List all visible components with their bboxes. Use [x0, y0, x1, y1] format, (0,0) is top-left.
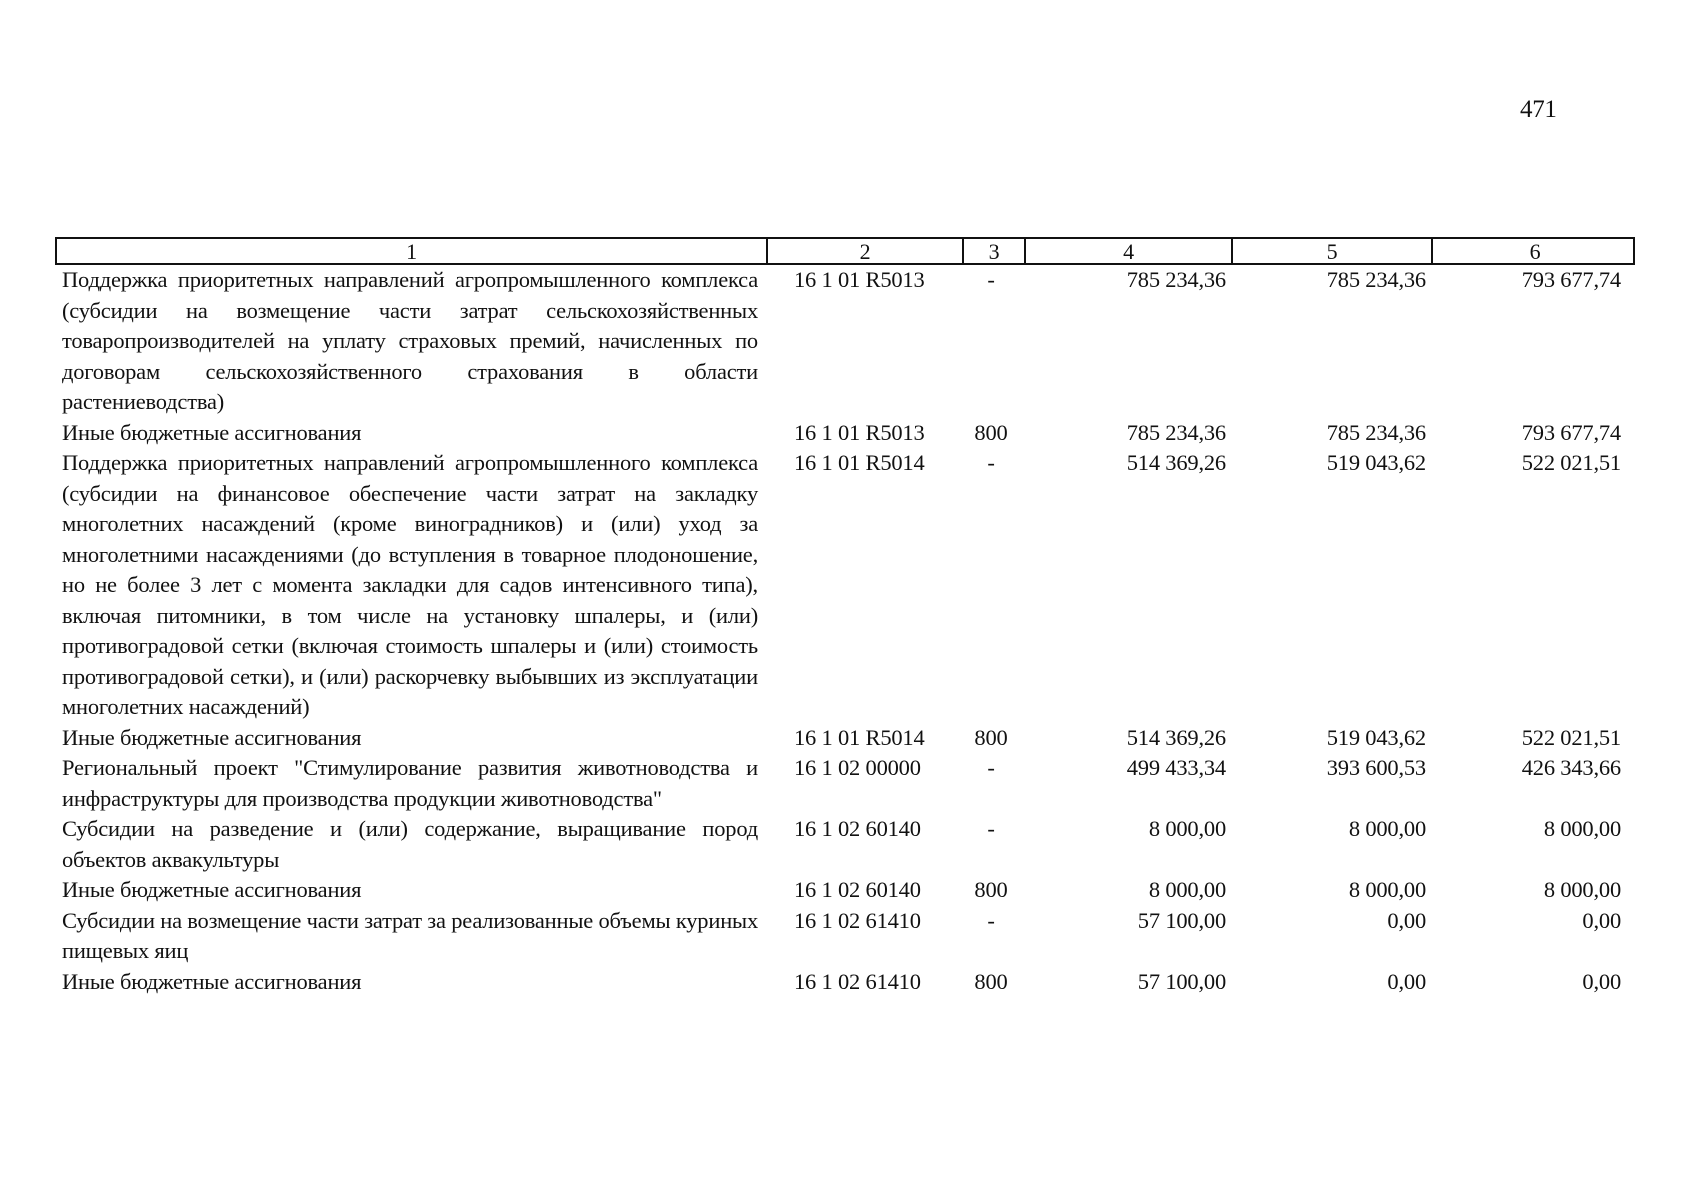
row-code: 16 1 01 R5013 [794, 267, 925, 292]
row-name: Субсидии на разведение и (или) содержание, выращивание пород объектов аквакультуры [62, 816, 758, 872]
row-code: 16 1 02 61410 [794, 907, 921, 933]
row-value-5: 0,00 [1387, 907, 1426, 933]
row-value-4: 499 433,34 [1126, 755, 1226, 780]
row-name: Иные бюджетные ассигнования [62, 724, 362, 750]
row-value-5: 0,00 [1387, 968, 1426, 994]
header-col-4: 4 [1024, 239, 1231, 265]
row-name: Поддержка приоритетных направлений агропромышленного комплекса (субсидии на возмещение части затрат сельскохозяйственных товаропроизводителей на уплату страховых премий, начисленных по договорам сельскохозяйственного страхования в области растениеводства) [62, 267, 758, 414]
row-value-5: 8 000,00 [1348, 877, 1426, 902]
row-code: 16 1 02 00000 [794, 755, 921, 780]
row-value-4: 785 234,36 [1126, 419, 1226, 445]
row-name: Иные бюджетные ассигнования [62, 419, 362, 445]
row-value-5: 785 234,36 [1326, 267, 1426, 292]
row-value-4: 8 000,00 [1148, 816, 1226, 841]
budget-table [55, 237, 1635, 997]
table-row [55, 906, 1635, 967]
row-expense-type: 800 [974, 877, 1008, 902]
row-value-4: 514 369,26 [1126, 450, 1226, 475]
row-value-6: 522 021,51 [1521, 724, 1621, 750]
row-expense-type: - [987, 755, 995, 780]
row-expense-type: - [987, 907, 995, 933]
row-code: 16 1 01 R5014 [794, 724, 925, 750]
table-row [55, 448, 1635, 723]
row-value-5: 785 234,36 [1326, 419, 1426, 445]
row-value-6: 793 677,74 [1521, 267, 1621, 292]
row-name: Поддержка приоритетных направлений агропромышленного комплекса (субсидии на финансовое обеспечение части затрат на закладку многолетних насаждений (кроме виноградников) и (или) уход за многолетними насаждениями (до вступления в товарное плодоношение, но не более 3 лет с момента закладки для садов интенсивного типа), включая питомники, в том числе на установку шпалеры, и (или) противоградовой сетки (включая стоимость шпалеры и (или) стоимость противоградовой сетки), и (или) раскорчевку выбывших из эксплуатации многолетних насаждений) [62, 450, 758, 719]
row-value-4: 8 000,00 [1148, 877, 1226, 902]
page-number: 471 [1520, 96, 1557, 123]
row-expense-type: - [987, 816, 995, 841]
row-name: Иные бюджетные ассигнования [62, 877, 362, 902]
row-name: Субсидии на возмещение части затрат за реализованные объемы куриных пищевых яиц [62, 907, 758, 963]
row-value-6: 0,00 [1582, 907, 1621, 933]
table-header-row [55, 237, 1635, 265]
table-row [55, 265, 1635, 418]
row-code: 16 1 02 60140 [794, 816, 921, 841]
row-code: 16 1 01 R5013 [794, 419, 925, 445]
row-name: Региональный проект "Стимулирование развития животноводства и инфраструктуры для производства продукции животноводства" [62, 755, 758, 811]
header-col-2: 2 [766, 239, 962, 265]
row-value-6: 8 000,00 [1543, 816, 1621, 841]
table-row [55, 723, 1635, 754]
row-expense-type: - [987, 267, 995, 292]
table-row [55, 875, 1635, 906]
row-value-4: 57 100,00 [1137, 907, 1226, 933]
row-expense-type: 800 [974, 968, 1008, 994]
header-col-5: 5 [1231, 239, 1431, 265]
row-value-6: 793 677,74 [1521, 419, 1621, 445]
row-value-4: 57 100,00 [1137, 968, 1226, 994]
row-expense-type: - [987, 450, 995, 475]
table-row [55, 418, 1635, 449]
header-col-1: 1 [406, 239, 417, 264]
header-col-3: 3 [962, 239, 1024, 265]
row-expense-type: 800 [974, 724, 1008, 750]
row-value-5: 8 000,00 [1348, 816, 1426, 841]
row-name: Иные бюджетные ассигнования [62, 968, 362, 994]
row-code: 16 1 01 R5014 [794, 450, 925, 475]
row-value-5: 519 043,62 [1326, 450, 1426, 475]
row-expense-type: 800 [974, 419, 1008, 445]
row-value-5: 393 600,53 [1326, 755, 1426, 780]
table-row [55, 814, 1635, 875]
row-value-6: 426 343,66 [1521, 755, 1621, 780]
row-value-6: 522 021,51 [1521, 450, 1621, 475]
header-col-6: 6 [1431, 239, 1637, 265]
table-row [55, 967, 1635, 998]
row-value-6: 0,00 [1582, 968, 1621, 994]
row-value-6: 8 000,00 [1543, 877, 1621, 902]
row-code: 16 1 02 60140 [794, 877, 921, 902]
row-value-5: 519 043,62 [1326, 724, 1426, 750]
row-value-4: 785 234,36 [1126, 267, 1226, 292]
table-row [55, 753, 1635, 814]
row-code: 16 1 02 61410 [794, 968, 921, 994]
row-value-4: 514 369,26 [1126, 724, 1226, 750]
